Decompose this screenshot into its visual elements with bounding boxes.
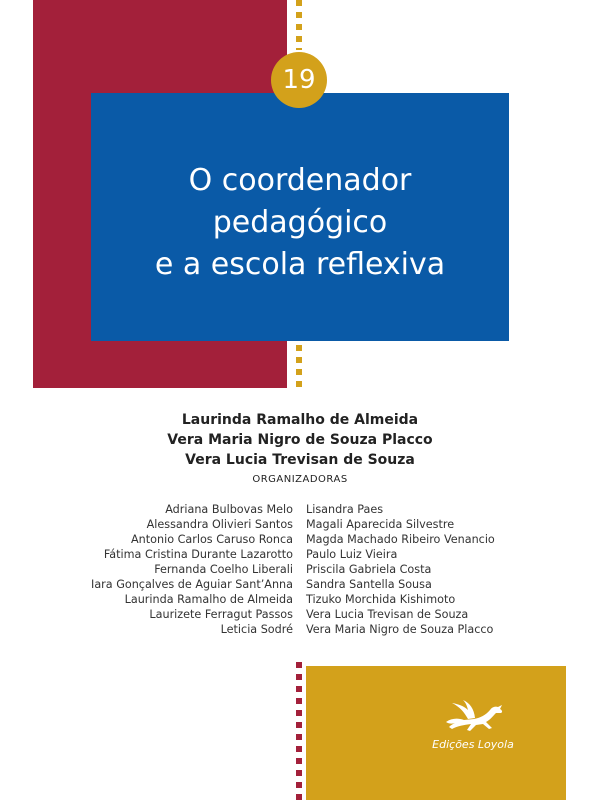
contributor-name: Alessandra Olivieri Santos xyxy=(146,518,293,531)
contributor-name: Fátima Cristina Durante Lazarotto xyxy=(103,548,293,561)
contributor-name: Antonio Carlos Caruso Ronca xyxy=(131,533,293,546)
title-line: e a escola reflexiva xyxy=(154,247,446,282)
winged-horse-icon xyxy=(440,700,506,734)
title-line: O coordenador xyxy=(188,163,412,198)
gold-publisher-block xyxy=(306,666,566,800)
contributors-left-column xyxy=(91,502,293,637)
organizers-role-label: ORGANIZADORAS xyxy=(252,474,348,485)
contributor-name: Magda Machado Ribeiro Venancio xyxy=(306,533,495,546)
gold-dotted-line-middle xyxy=(296,345,302,387)
contributor-name: Priscila Gabriela Costa xyxy=(306,563,432,576)
organizer-name: Laurinda Ramalho de Almeida xyxy=(181,412,419,428)
contributor-name: Laurizete Ferragut Passos xyxy=(149,608,293,621)
contributor-name: Vera Maria Nigro de Souza Placco xyxy=(306,623,494,636)
volume-number-badge: 19 xyxy=(271,52,327,108)
contributor-name: Iara Gonçalves de Aguiar Sant’Anna xyxy=(91,578,293,591)
contributor-name: Tizuko Morchida Kishimoto xyxy=(306,593,456,606)
book-title xyxy=(110,160,490,286)
organizers-block xyxy=(60,410,540,487)
contributor-name: Lisandra Paes xyxy=(306,503,384,516)
contributors-right-column xyxy=(306,502,495,637)
contributor-name: Leticia Sodré xyxy=(220,623,293,636)
contributor-name: Fernanda Coelho Liberali xyxy=(154,563,293,576)
contributor-name: Paulo Luiz Vieira xyxy=(306,548,398,561)
organizer-name: Vera Maria Nigro de Souza Placco xyxy=(167,432,433,448)
title-line: pedagógico xyxy=(212,205,388,240)
contributor-name: Vera Lucia Trevisan de Souza xyxy=(306,608,469,621)
publisher-name: Edições Loyola xyxy=(432,738,514,751)
contributor-name: Sandra Santella Sousa xyxy=(306,578,432,591)
contributor-name: Laurinda Ramalho de Almeida xyxy=(124,593,293,606)
gold-dotted-line-top xyxy=(296,0,302,50)
organizer-name: Vera Lucia Trevisan de Souza xyxy=(185,452,415,468)
contributor-name: Magali Aparecida Silvestre xyxy=(306,518,455,531)
red-dotted-line-bottom xyxy=(296,662,302,800)
contributor-name: Adriana Bulbovas Melo xyxy=(165,503,293,516)
